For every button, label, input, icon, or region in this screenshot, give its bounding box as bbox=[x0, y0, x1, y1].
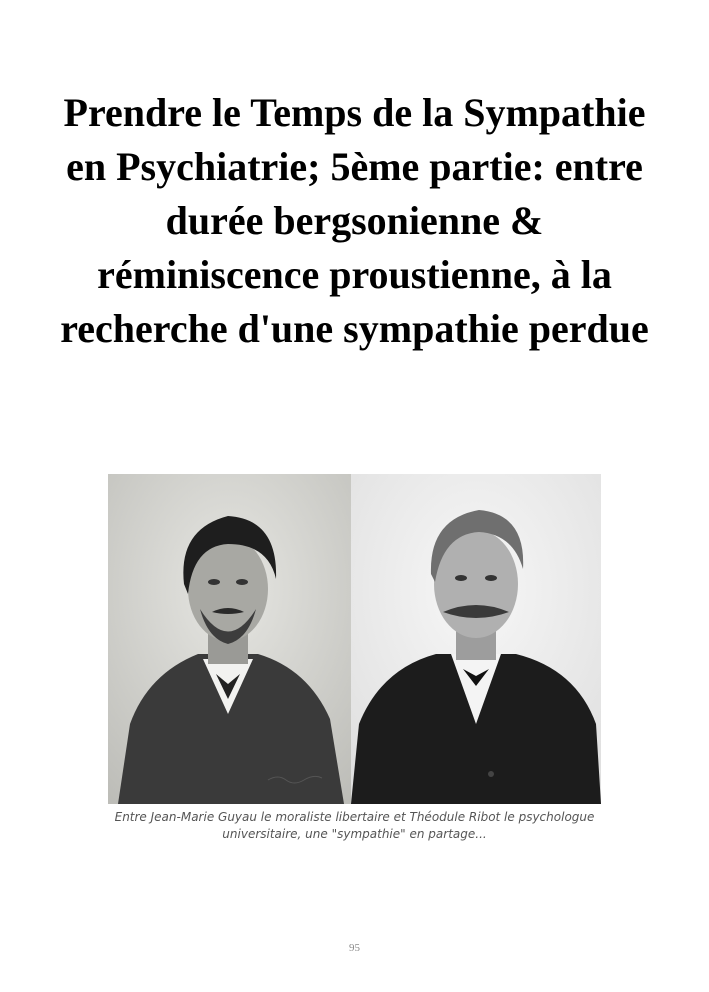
portrait-ribot bbox=[351, 474, 601, 804]
page-title: Prendre le Temps de la Sympathie en Psychiatrie; 5ème partie: entre durée bergsonienne & réminiscence proustienne, à la recherche d'une sympathie perdue bbox=[60, 90, 649, 351]
portrait-ribot-image bbox=[351, 474, 601, 804]
portrait-guyau-image bbox=[108, 474, 351, 804]
photo-caption: Entre Jean-Marie Guyau le moraliste libertaire et Théodule Ribot le psychologue universitaire, une "sympathie" en partage... bbox=[114, 810, 595, 841]
page-number: 95 bbox=[349, 942, 360, 954]
portrait-guyau bbox=[108, 474, 351, 804]
portrait-photos bbox=[108, 474, 601, 804]
